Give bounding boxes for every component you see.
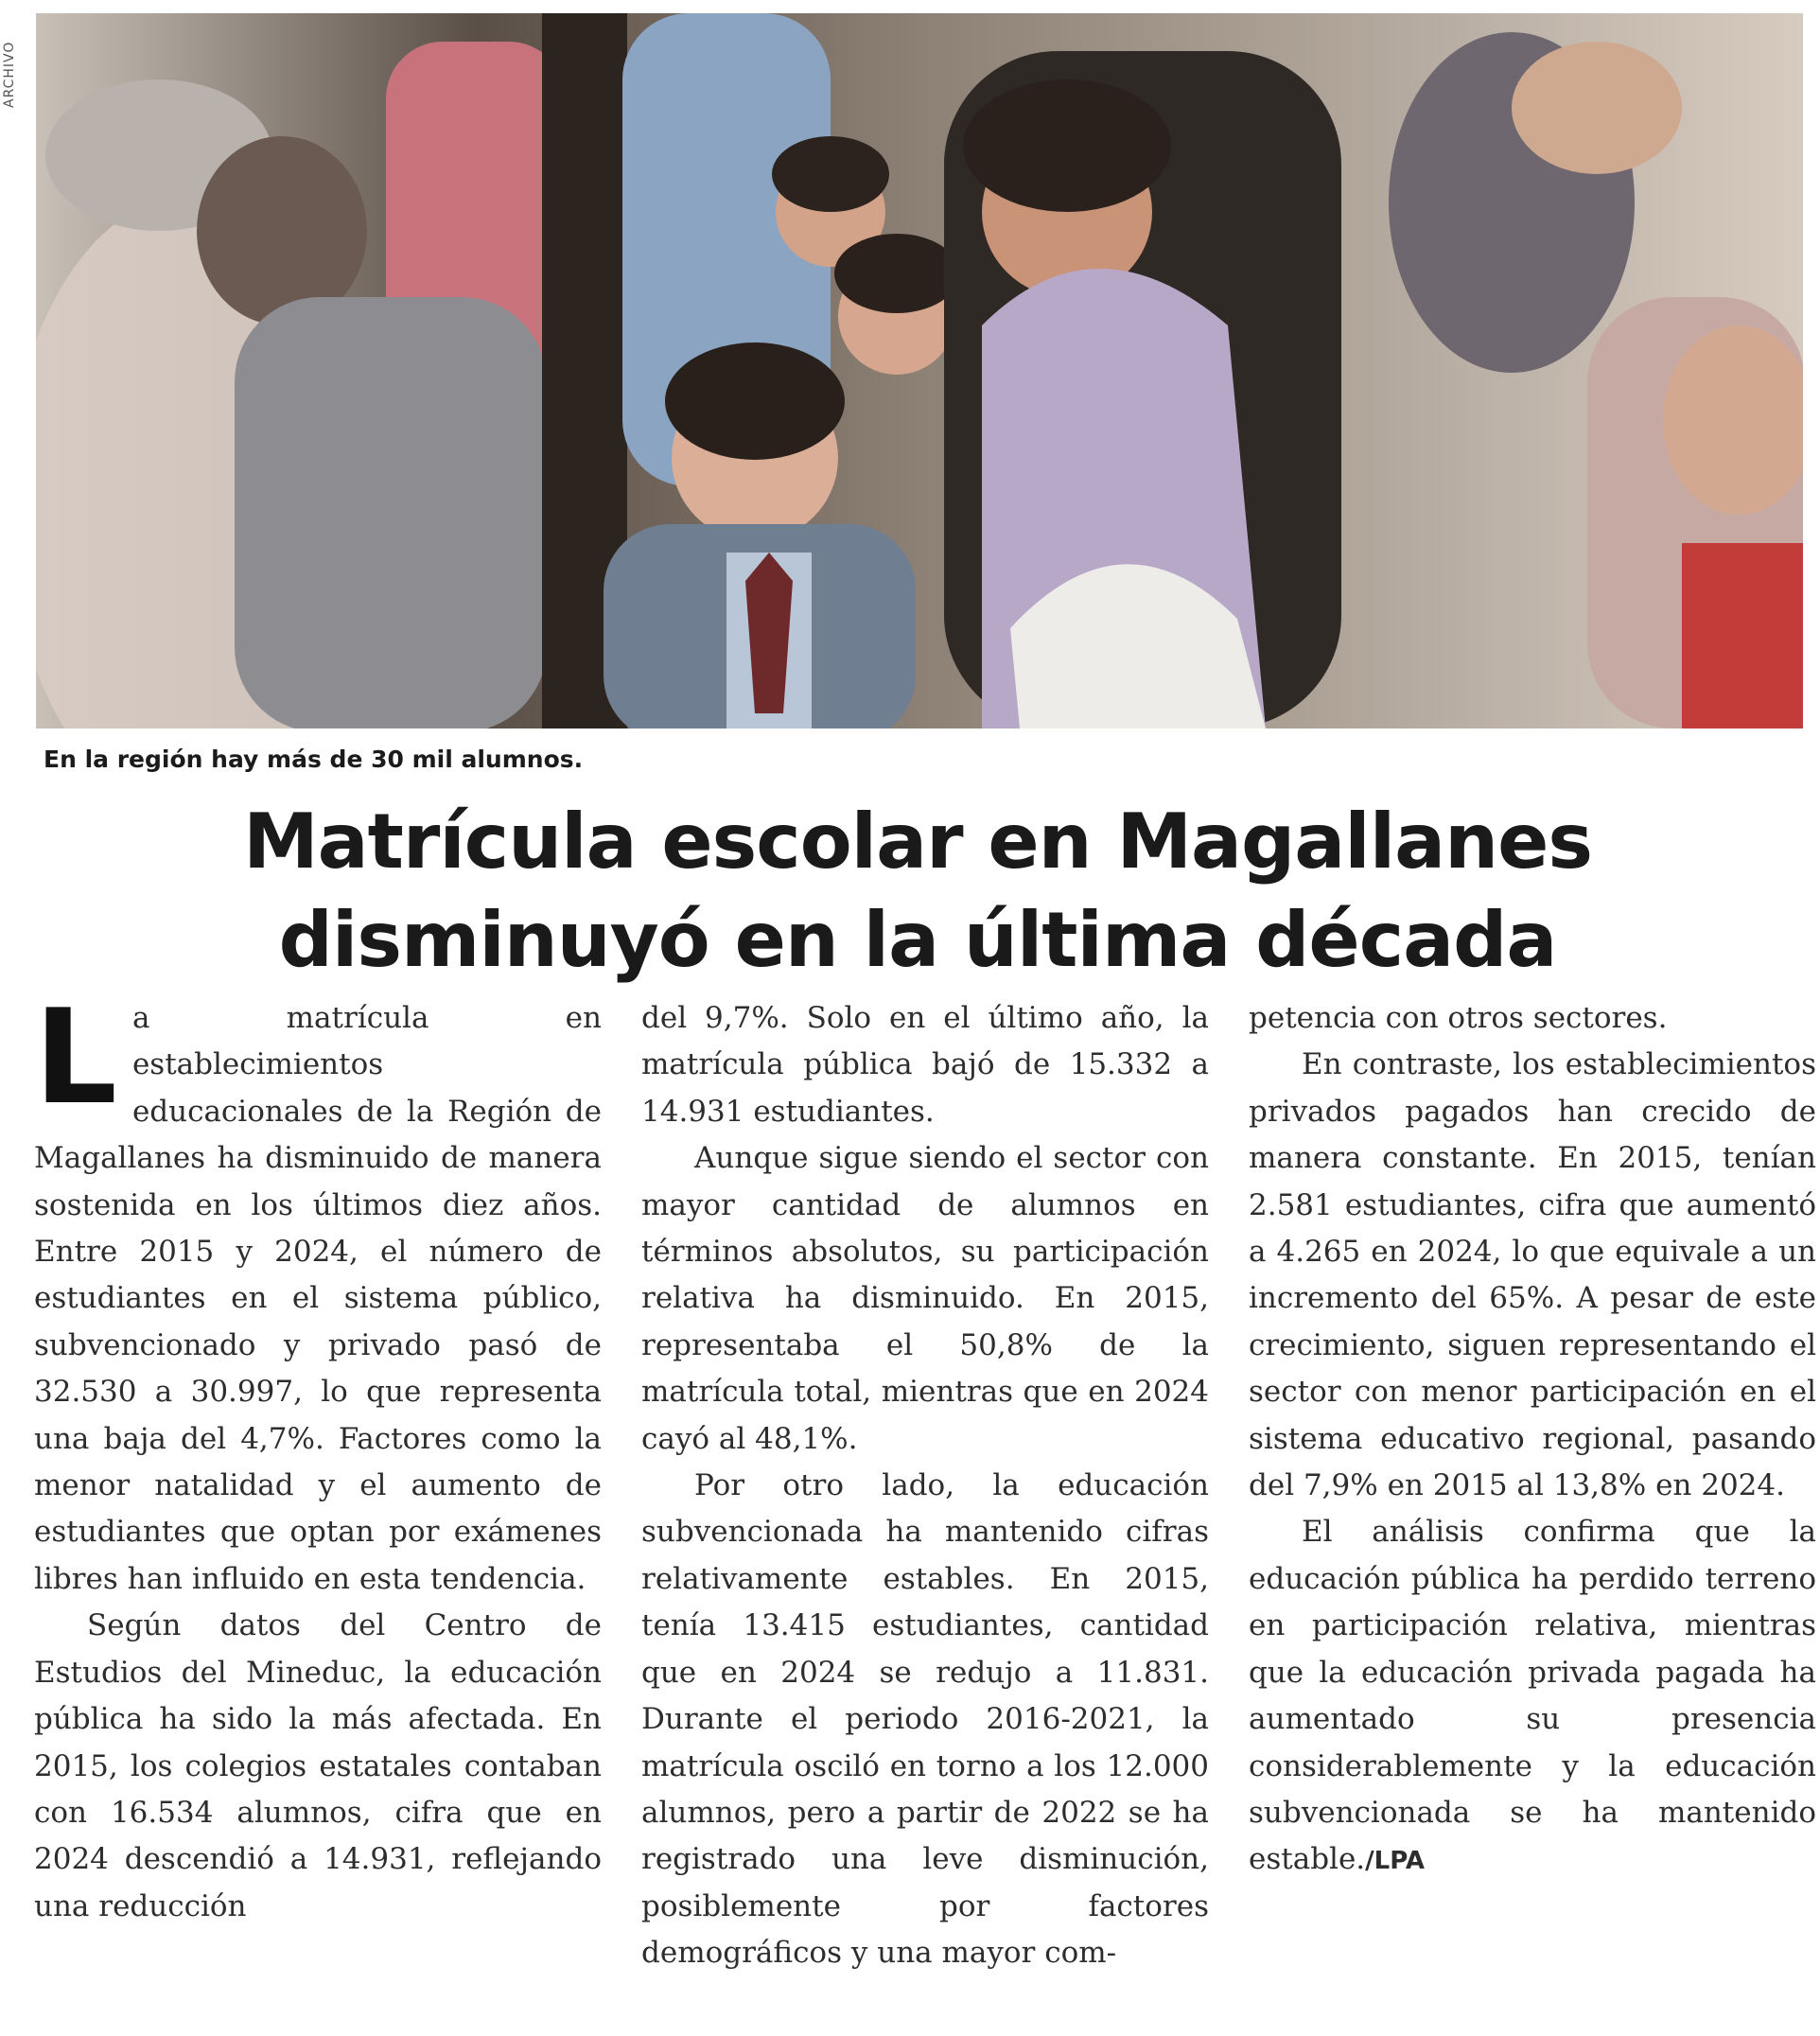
column-3 <box>1249 995 1816 2027</box>
paragraph: del 9,7%. Solo en el último año, la matrícula pública bajó de 15.332 a 14.931 estudiantes. <box>641 1001 1209 1129</box>
paragraph-text: El análisis confirma que la educación pública ha perdido terreno en participación relativa, mientras que la educación privada pagada ha aumentado su presencia considerablemente y la educación subvencionada se ha mantenido estable. <box>1249 1515 1816 1877</box>
author-signature: /LPA <box>1365 1847 1426 1876</box>
paragraph: Según datos del Centro de Estudios del Mineduc, la educación pública ha sido la más afectada. En 2015, los colegios estatales contaban con 16.534 alumnos, cifra que en 2024 descendió a 14.931, reflejando una reducción <box>34 1608 602 1923</box>
headline <box>38 793 1797 990</box>
photo-credit: ARCHIVO <box>2 41 17 109</box>
news-photo <box>36 13 1803 728</box>
paragraph-text: a matrícula en establecimientos educacionales de la Región de Magallanes ha disminuido de manera sostenida en los últimos diez años. Entre 2015 y 2024, el número de estudiantes en el sistema público, subvencionado y privado pasó de 32.530 a 30.997, lo que representa una baja del 4,7%. Factores como la menor natalidad y el aumento de estudiantes que optan por exámenes libres han influido en esta tendencia. <box>34 1001 602 1596</box>
paragraph: petencia con otros sectores. <box>1249 1001 1668 1035</box>
column-1 <box>34 995 602 2027</box>
paragraph: Aunque sigue siendo el sector con mayor cantidad de alumnos en términos absolutos, su participación relativa ha disminuido. En 2015, representaba el 50,8% de la matrícula total, mientras que en 2024 cayó al 48,1%. <box>641 1141 1209 1456</box>
drop-cap: L <box>34 995 117 1133</box>
paragraph <box>1249 1509 1816 1885</box>
paragraph <box>34 995 602 1603</box>
headline-line-2: disminuyó en la última década <box>278 896 1557 984</box>
paragraph: En contraste, los establecimientos privados pagados han crecido de manera constante. En 2015, tenían 2.581 estudiantes, cifra que aumentó a 4.265 en 2024, lo que equivale a un incremento del 65%. A pesar de este crecimiento, siguen representando el sector con menor participación en el sistema educativo regional, pasando del 7,9% en 2015 al 13,8% en 2024. <box>1249 1047 1816 1503</box>
paragraph: Por otro lado, la educación subvencionada ha mantenido cifras relativamente estables. En 2015, tenía 13.415 estudiantes, cantidad que en 2024 se redujo a 11.831. Durante el periodo 2016-2021, la matrícula osciló en torno a los 12.000 alumnos, pero a partir de 2022 se ha registrado una leve disminución, posiblemente por factores demográficos y una mayor com- <box>641 1468 1209 1971</box>
photo-caption: En la región hay más de 30 mil alumnos. <box>44 746 584 773</box>
column-2 <box>641 995 1209 2027</box>
headline-line-1: Matrícula escolar en Magallanes <box>243 798 1592 886</box>
